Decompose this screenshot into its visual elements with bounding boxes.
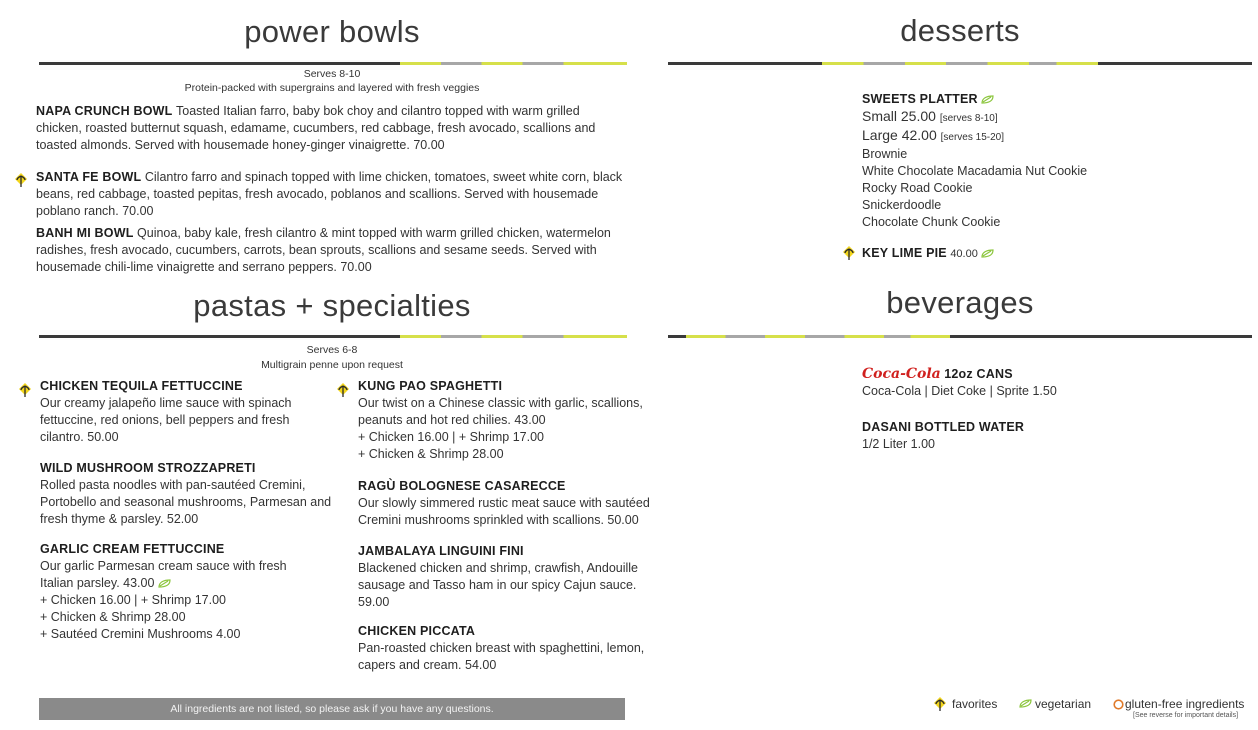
menu-item-banh-mi-bowl <box>36 225 626 276</box>
legend <box>933 696 1253 726</box>
vegetarian-leaf-icon <box>981 249 994 258</box>
size-small-price: Small 25.00 <box>862 108 936 124</box>
power-bowls-subtitle: Protein-packed with supergrains and layered with fresh veggies <box>184 82 480 94</box>
item-line: Coca-Cola | Diet Coke | Sprite 1.50 <box>862 384 1057 398</box>
desserts-rule-accent <box>822 62 1098 65</box>
item-desc: Cilantro farro and spinach topped with lime chicken, tomatoes, sweet white corn, black beans, red cabbage, toasted pepitas, fresh avocado, poblanos and scallions. Served with housemade poblano ranch. <box>36 170 623 218</box>
vegetarian-leaf-icon <box>1019 699 1032 708</box>
item-price: 70.00 <box>413 138 445 152</box>
size-small-note: [serves 8-10] <box>939 113 998 124</box>
item-name: SWEETS PLATTER <box>862 92 978 106</box>
item-price: 70.00 <box>122 204 154 218</box>
item-price: 40.00 <box>950 248 978 260</box>
platter-item: Chocolate Chunk Cookie <box>862 215 1001 229</box>
item-name: KEY LIME PIE <box>862 246 947 260</box>
size-large <box>862 127 1242 146</box>
beverage-dasani-water <box>862 419 1242 453</box>
vegetarian-leaf-icon <box>158 579 171 588</box>
item-line: 59.00 <box>358 595 390 609</box>
power-bowls-serves: Serves 8-10 <box>303 68 361 80</box>
item-line: fettuccine, red onions, bell peppers and fresh <box>40 413 290 427</box>
legend-favorites: favorites <box>952 697 998 711</box>
item-name: GARLIC CREAM FETTUCCINE <box>40 542 225 556</box>
item-line <box>40 575 330 592</box>
item-line: Rolled pasta noodles with pan-sautéed Cremini, <box>40 478 306 492</box>
platter-item: Snickerdoodle <box>862 198 942 212</box>
item-price: 70.00 <box>340 260 372 274</box>
item-line: + Chicken 16.00 | + Shrimp 17.00 <box>358 430 544 444</box>
menu-item-napa-crunch-bowl <box>36 103 626 154</box>
item-line: capers and cream. 54.00 <box>358 658 497 672</box>
item-line: Pan-roasted chicken breast with spaghettini, lemon, <box>358 641 645 655</box>
platter-item: Brownie <box>862 147 908 161</box>
size-large-price: Large 42.00 <box>862 127 937 143</box>
item-line: peanuts and hot red chilies. 43.00 <box>358 413 546 427</box>
item-line: + Chicken & Shrimp 28.00 <box>40 610 186 624</box>
item-line: Portobello and seasonal mushrooms, Parmesan and <box>40 495 332 509</box>
item-name: KUNG PAO SPAGHETTI <box>358 379 503 393</box>
legend-gluten-free: gluten-free ingredients <box>1125 697 1245 711</box>
menu-item-wild-mushroom-strozzapreti <box>40 460 330 528</box>
menu-item-kung-pao-spaghetti <box>358 378 643 463</box>
item-name: RAGÙ BOLOGNESE CASARECCE <box>358 479 566 493</box>
pastas-subtitle: Multigrain penne upon request <box>261 359 403 371</box>
desserts-title: desserts <box>900 13 1020 48</box>
favorite-palm-icon <box>336 382 350 398</box>
item-name: JAMBALAYA LINGUINI FINI <box>358 544 524 558</box>
pastas-serves: Serves 6-8 <box>306 344 358 356</box>
item-line: 1/2 Liter 1.00 <box>862 437 935 451</box>
beverages-rule-accent <box>686 335 950 338</box>
legend-gluten-note: [See reverse for important details] <box>1133 712 1239 719</box>
item-line: + Sautéed Cremini Mushrooms 4.00 <box>40 627 241 641</box>
item-line: cilantro. 50.00 <box>40 430 119 444</box>
power-bowls-title: power bowls <box>244 14 420 49</box>
beverages-title: beverages <box>886 285 1034 320</box>
size-small <box>862 108 1242 127</box>
item-line: Our twist on a Chinese classic with garlic, scallions, <box>358 396 643 410</box>
coca-cola-logo: Coca-Cola <box>862 366 941 382</box>
menu-item-chicken-tequila-fettuccine <box>40 378 330 446</box>
gluten-free-circle-icon <box>1113 699 1124 710</box>
item-name: WILD MUSHROOM STROZZAPRETI <box>40 461 256 475</box>
item-line: Our garlic Parmesan cream sauce with fresh <box>40 559 287 573</box>
favorite-palm-icon <box>933 696 947 712</box>
favorite-palm-icon <box>842 245 856 261</box>
menu-item-garlic-cream-fettuccine <box>40 541 330 643</box>
item-name: BANH MI BOWL <box>36 226 134 240</box>
item-line-text: Italian parsley. 43.00 <box>40 576 155 590</box>
beverage-cans <box>862 366 1242 400</box>
platter-item: White Chocolate Macadamia Nut Cookie <box>862 164 1088 178</box>
dessert-key-lime-pie <box>862 245 1162 263</box>
item-name: DASANI BOTTLED WATER <box>862 420 1025 434</box>
item-name: 12oz CANS <box>944 367 1013 381</box>
menu-item-ragu-bolognese-casarecce <box>358 478 650 529</box>
item-name: NAPA CRUNCH BOWL <box>36 104 173 118</box>
platter-name-line <box>862 91 1242 108</box>
menu-item-jambalaya-linguini-fini <box>358 543 639 611</box>
item-line: fresh thyme & parsley. 52.00 <box>40 512 199 526</box>
vegetarian-leaf-icon <box>981 95 994 104</box>
pastas-rule-accent <box>400 335 627 338</box>
pastas-title: pastas + specialties <box>193 288 471 323</box>
power-bowls-rule-accent <box>400 62 627 65</box>
item-line: + Chicken & Shrimp 28.00 <box>358 447 504 461</box>
platter-item: Rocky Road Cookie <box>862 181 973 195</box>
item-line: Our slowly simmered rustic meat sauce with sautéed <box>358 496 650 510</box>
favorite-palm-icon <box>18 382 32 398</box>
item-line: + Chicken 16.00 | + Shrimp 17.00 <box>40 593 226 607</box>
cans-name-line <box>862 366 1242 383</box>
item-line: Blackened chicken and shrimp, crawfish, Andouille <box>358 561 639 575</box>
item-line: sausage and Tasso ham in our spicy Cajun sauce. <box>358 578 637 592</box>
size-large-note: [serves 15-20] <box>940 132 1004 143</box>
menu-item-santa-fe-bowl <box>36 169 626 220</box>
ingredients-note-bar: All ingredients are not listed, so please ask if you have any questions. <box>39 698 625 720</box>
item-name: CHICKEN TEQUILA FETTUCCINE <box>40 379 243 393</box>
item-name: SANTA FE BOWL <box>36 170 142 184</box>
item-line: Cremini mushrooms sprinkled with scallions. 50.00 <box>358 513 639 527</box>
item-name: CHICKEN PICCATA <box>358 624 476 638</box>
legend-vegetarian: vegetarian <box>1035 697 1092 711</box>
menu-item-chicken-piccata <box>358 623 645 674</box>
item-desc: Quinoa, baby kale, fresh cilantro & mint topped with warm grilled chicken, watermelon radishes, fresh avocado, cucumbers, carrots, bean sprouts, scallions and sesame seeds. Served with housemade chili-lime vinaigrette and serrano peppers. <box>36 226 611 274</box>
item-desc: Toasted Italian farro, baby bok choy and cilantro topped with warm grilled chicken, roasted butternut squash, edamame, cucumbers, red cabbage, fresh avocado, scallions and toasted almonds. Served with housemade honey-ginger vinaigrette. <box>36 104 596 152</box>
favorite-palm-icon <box>14 172 28 188</box>
item-line: Our creamy jalapeño lime sauce with spinach <box>40 396 292 410</box>
dessert-sweets-platter <box>862 91 1242 231</box>
